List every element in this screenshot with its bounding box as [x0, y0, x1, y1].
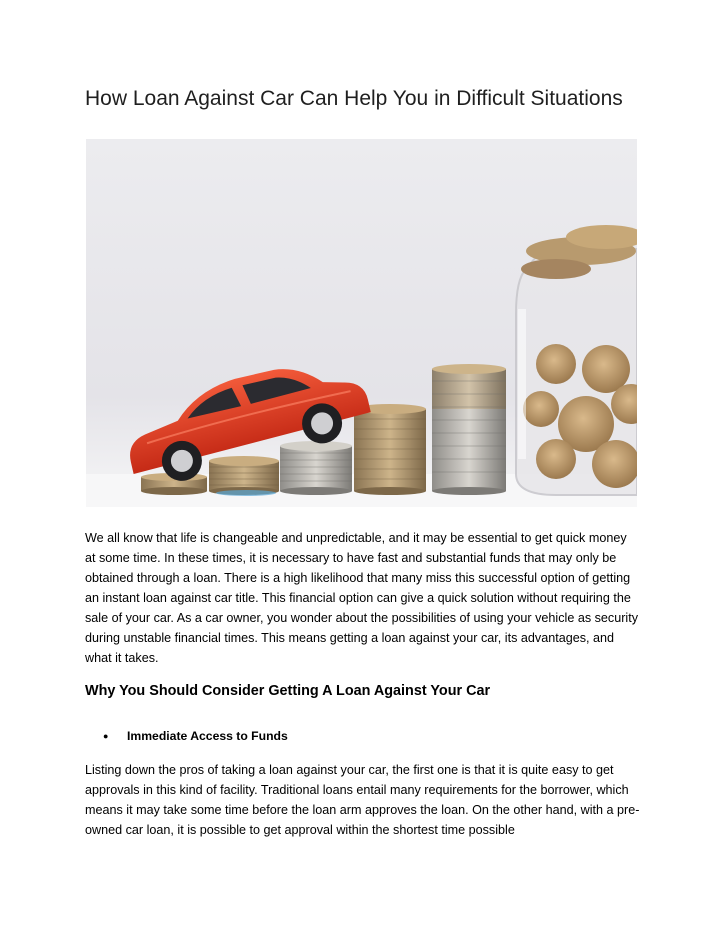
coin-jar	[516, 225, 637, 495]
coin-stack-2	[209, 456, 279, 496]
list-item	[85, 727, 288, 745]
intro-paragraph: We all know that life is changeable and unpredictable, and it may be essential to get quick money at some time. In these times, it is necessary to have fast and substantial funds that may only be obtained through a loan. There is a high likelihood that many miss this successful option of getting an instant loan against car title. This financial option can give a quick solution without requiring the sale of your car. As a car owner, you wonder about the possibilities of using your vehicle as security during unstable financial times. This means getting a loan against your car, its advantages, and what it takes.	[85, 531, 639, 665]
bullet-label: Immediate Access to Funds	[127, 729, 288, 743]
hero-image	[86, 139, 637, 507]
bullet-list	[85, 727, 288, 745]
coin-stack-4	[354, 404, 426, 495]
page-title: How Loan Against Car Can Help You in Difficult Situations	[85, 87, 623, 110]
coin-stack-3	[280, 441, 352, 495]
body-paragraph: Listing down the pros of taking a loan against your car, the first one is that it is quite easy to get approvals in this kind of facility. Traditional loans entail many requirements for the borrower, which means it may take some time before the loan arm approves the loan. On the other hand, with a pre-owned car loan, it is possible to get approval within the shortest time possible	[85, 763, 640, 837]
coin-stack-5	[432, 364, 506, 495]
bullet-icon: ●	[103, 731, 109, 741]
section-heading: Why You Should Consider Getting A Loan Against Your Car	[85, 683, 491, 699]
car-on-coin-stacks-image	[86, 139, 637, 507]
